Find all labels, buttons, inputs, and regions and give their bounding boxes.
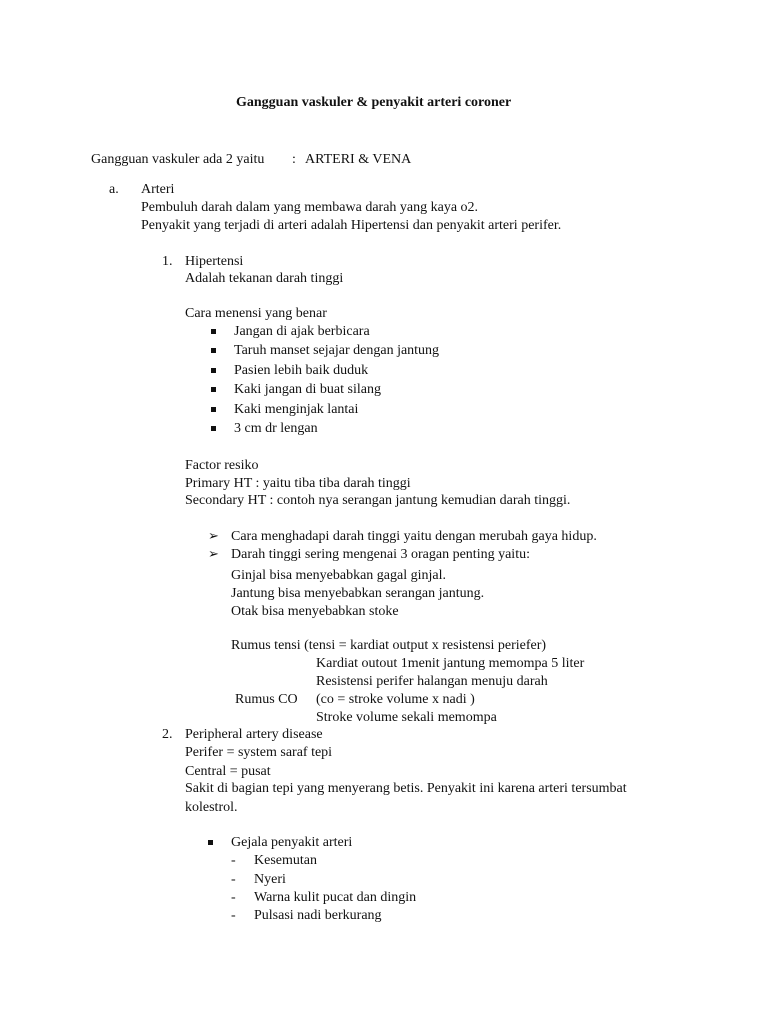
item-1-heading: Hipertensi [185,254,244,269]
organ-line: Otak bisa menyebabkan stoke [231,604,399,619]
factor-line: Secondary HT : contoh nya serangan jantung kemudian darah tinggi. [185,493,571,508]
rumus-tensi-note: Resistensi perifer halangan menuju darah [316,674,548,689]
section-a-line: Pembuluh darah dalam yang membawa darah yang kaya o2. [141,200,479,215]
arrow-bullet-icon: ➢ [208,547,219,562]
organ-line: Jantung bisa menyebabkan serangan jantung. [231,586,485,601]
dash-marker: - [231,890,236,905]
bullet-square-icon [211,368,216,373]
rumus-tensi-note: Kardiat outout 1menit jantung memompa 5 liter [316,656,585,671]
bullet-square-icon [208,840,213,845]
arrow-item: Darah tinggi sering mengenai 3 oragan penting yaitu: [231,547,530,562]
section-a-line: Penyakit yang terjadi di arteri adalah Hipertensi dan penyakit arteri perifer. [141,218,562,233]
cara-heading: Cara menensi yang benar [185,306,327,321]
dash-marker: - [231,853,236,868]
bullet-square-icon [211,387,216,392]
item-2-line: Central = pusat [185,764,271,779]
gejala-item: Warna kulit pucat dan dingin [254,890,417,905]
arrow-item: Cara menghadapi darah tinggi yaitu dengan merubah gaya hidup. [231,529,597,544]
bullet-square-icon [211,407,216,412]
item-2-line: Sakit di bagian tepi yang menyerang betis. Penyakit ini karena arteri tersumbat [185,781,627,796]
intro-text: Gangguan vaskuler ada 2 yaitu [91,152,265,167]
factor-line: Primary HT : yaitu tiba tiba darah tinggi [185,476,411,491]
cara-item: Kaki jangan di buat silang [234,382,381,397]
item-1-marker: 1. [162,254,173,269]
item-2-line: Perifer = system saraf tepi [185,745,333,760]
rumus-co-formula: (co = stroke volume x nadi ) [316,692,475,707]
gejala-item: Kesemutan [254,853,317,868]
cara-item: Kaki menginjak lantai [234,402,359,417]
cara-item: 3 cm dr lengan [234,421,318,436]
rumus-co-note: Stroke volume sekali memompa [316,710,497,725]
intro-value: ARTERI & VENA [305,152,412,167]
rumus-tensi: Rumus tensi (tensi = kardiat output x resistensi periefer) [231,638,547,653]
cara-item: Pasien lebih baik duduk [234,363,369,378]
cara-item: Jangan di ajak berbicara [234,324,370,339]
dash-marker: - [231,908,236,923]
item-2-line: kolestrol. [185,800,238,815]
cara-item: Taruh manset sejajar dengan jantung [234,343,440,358]
rumus-co-label: Rumus CO [235,692,298,707]
item-2-heading: Peripheral artery disease [185,727,323,742]
gejala-item: Pulsasi nadi berkurang [254,908,382,923]
intro-separator: : [292,152,296,167]
section-a-heading: Arteri [141,182,175,197]
section-a-marker: a. [109,182,119,197]
gejala-item: Nyeri [254,872,286,887]
item-2-marker: 2. [162,727,173,742]
item-1-definition: Adalah tekanan darah tinggi [185,271,344,286]
gejala-heading: Gejala penyakit arteri [231,835,353,850]
bullet-square-icon [211,329,216,334]
organ-line: Ginjal bisa menyebabkan gagal ginjal. [231,568,446,583]
factor-line: Factor resiko [185,458,259,473]
bullet-square-icon [211,426,216,431]
page-title: Gangguan vaskuler & penyakit arteri coroner [236,95,512,110]
bullet-square-icon [211,348,216,353]
dash-marker: - [231,872,236,887]
arrow-bullet-icon: ➢ [208,529,219,544]
